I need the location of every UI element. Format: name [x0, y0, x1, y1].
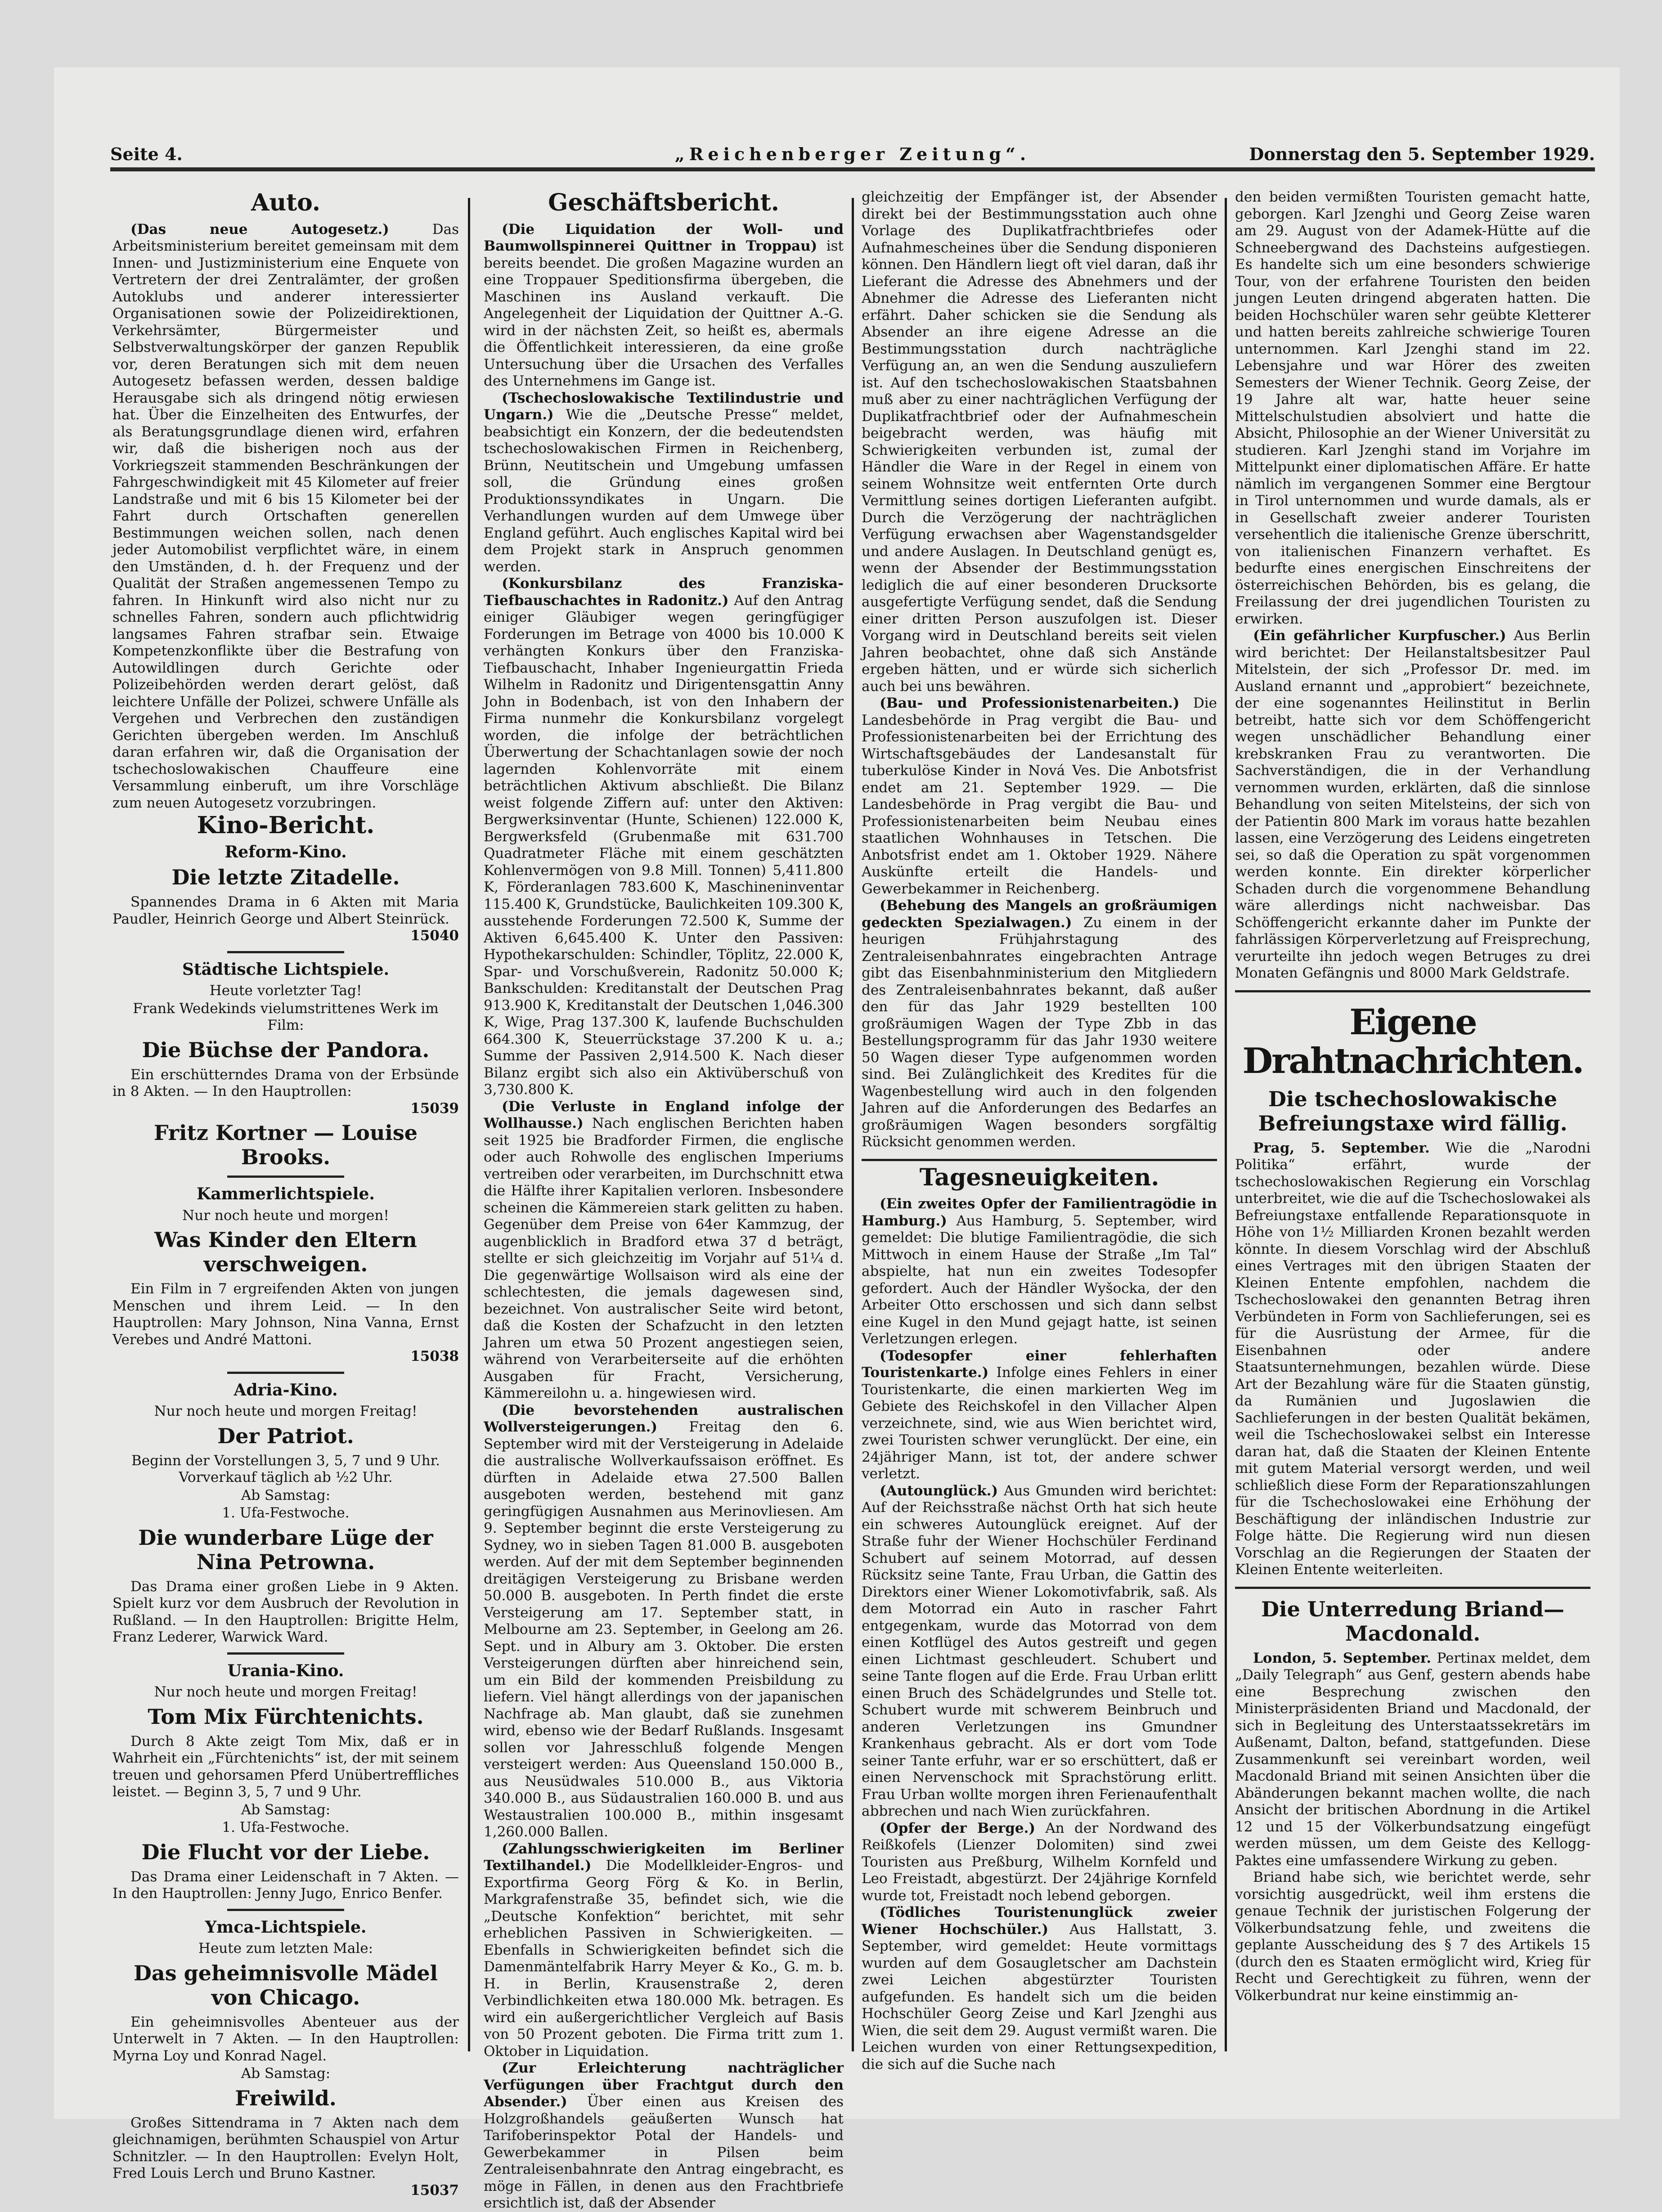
notice-line: Frank Wedekinds vielumstrittenes Werk im Film: — [133, 1000, 439, 1033]
article-paragraph — [484, 575, 844, 1099]
notice-line: Ab Samstag: — [241, 1801, 331, 1818]
article-paragraph — [112, 1281, 459, 1348]
headline: Tom Mix Fürchtenichts. — [148, 1704, 424, 1729]
article-text: Briand habe sich, wie berichtet werde, sehr vorsichtig ausgedrückt, weil ihm erstens die genaue Technik der juristischen Folgerung der Völkerbundsatzung fehle, und zweitens die geplante Ausscheidung des § 7 des Artikels 15 (durch den es Staaten ermöglicht wird, Krieg für Recht und Gerechtigkeit zu führen, wenn der Völkerbundrat nur keine einstimmig an- — [1235, 1869, 1590, 2004]
notice-line: Nur noch heute und morgen Freitag! — [154, 1403, 418, 1419]
column-divider — [852, 198, 854, 2051]
notice-line: Heute vorletzter Tag! — [209, 983, 362, 999]
article-lead: (Autounglück.) — [880, 1482, 998, 1499]
article-text: Das Arbeitsministerium bereitet gemeinsam mit dem Innen- und Justizministerium eine Enquete von Vertretern der drei Zentralämter, der großen Autoklubs und anderer interessierter Organisationen sowie der Polizeidirektionen, Verkehrsämter, Bürgermeister und Selbstverwaltungskörper der ganzen Republik vor, deren Beratungen sich mit dem neuen Autogesetz befassen werden, dessen baldige Herausgabe sich als dringend nötig erwiesen hat. Über die Einzelheiten des Entwurfes, der als Beratungsgrundlage dienen wird, erfahren wir, daß die bisherigen noch aus der Vorkriegszeit stammenden Beschränkungen der Fahrgeschwindigkeit mit 45 Kilometer auf freier Landstraße und mit 6 bis 15 Kilometer bei der Fahrt durch Ortschaften generellen Bestimmungen weichen sollen, nach denen jeder Automobilist verpflichtet wäre, in einem den Umständen, d. h. der Frequenz und der Qualität der Straßen angemessenen Tempo zu fahren. In Hinkunft wird also nicht nur zu schnelles Fahren, sondern auch pflichtwidrig langsames Fahren strafbar sein. Etwaige Kompetenzkonflikte über die Bestrafung von Autowildlingen durch Gerichte oder Polizeibehörden werden derart gelöst, daß leichtere Unfälle der Polizei, schwere Unfälle als Vergehen und Verbrechen den zuständigen Gerichten übergeben werden. Im Anschluß daran erfahren wir, daß die Organisation der tschechoslowakischen Chauffeure eine Versammlung einberuft, um ihre Vorschläge zum neuen Autogesetz vorzubringen. — [112, 221, 459, 811]
article-paragraph — [484, 221, 844, 390]
article-lead: (Ein zweites Opfer der Familientragödie in Hamburg.) — [862, 1196, 1217, 1229]
cinema-name: Urania-Kino. — [227, 1661, 344, 1680]
article-lead: (Konkursbilanz des Franziska-Tiefbauschachtes in Radonitz.) — [484, 575, 844, 609]
cinema-name: Ymca-Lichtspiele. — [205, 1917, 367, 1937]
separator-rule — [862, 1159, 1217, 1161]
article-paragraph — [484, 2060, 844, 2212]
ad-number: 15040 — [410, 928, 459, 944]
article-paragraph — [112, 2115, 459, 2182]
cinema-name: Reform-Kino. — [225, 842, 347, 861]
article-lead: (Zahlungsschwierigkeiten im Berliner Textilhandel.) — [484, 1840, 844, 1874]
notice-line: 1. Ufa-Festwoche. — [222, 1505, 350, 1521]
article-text: Ein geheimnisvolles Abenteuer aus der Unterwelt in 7 Akten. — In den Hauptrollen: Myrna Loy und Konrad Nagel. — [112, 2014, 459, 2064]
headline: Die wunderbare Lüge der Nina Petrowna. — [138, 1525, 433, 1574]
article-lead: Prag, 5. September. — [1253, 1140, 1430, 1156]
article-paragraph — [112, 1733, 459, 1801]
article-paragraph — [112, 894, 459, 928]
headline: Die Unterredung Briand—Macdonald. — [1261, 1597, 1564, 1646]
article-text: Freitag den 6. September wird mit der Versteigerung in Adelaide die australische Wollverkaufssaison eröffnet. Es dürften in Adelaide etwa 27.500 Ballen ausgeboten werden, bestehend mit ganz geringfügigen Ausnahmen aus Merinovliesen. Am 9. September beginnt die erste Versteigerung zu Sydney, wo in sieben Tagen 81.000 B. ausgeboten werden. Auf der mit dem September beginnenden dreitägigen Versteigerung zu Brisbane werden 50.000 B. ausgeboten. In Perth findet die erste Versteigerung am 17. September statt, in Melbourne am 23. September, in Geelong am 26. Sept. und in Albury am 3. Oktober. Die ersten Versteigerungen dürften aber hinreichend sein, um ein Bild der kommenden Preisbildung zu liefern. Viel hängt allerdings von der japanischen Nachfrage ab. Man glaubt, daß sie zunehmen wird, ebenso wie der Bedarf Rußlands. Insgesamt sollen vor Jahresschluß folgende Mengen versteigert werden: Aus Queensland 150.000 B., aus Neusüdwales 510.000 B., aus Viktoria 340.000 B., aus Südaustralien 160.000 B. und aus Westaustralien 100.000 B., mithin insgesamt 1,260.000 Ballen. — [484, 1419, 844, 1840]
article-lead: (Bau- und Professionistenarbeiten.) — [880, 695, 1180, 711]
section-heading: Auto. — [251, 189, 321, 216]
issue-date: Donnerstag den 5. September 1929. — [1249, 144, 1595, 164]
article-paragraph — [862, 695, 1217, 897]
headline: Die letzte Zitadelle. — [171, 865, 400, 889]
article-paragraph — [1235, 1140, 1590, 1579]
article-lead: (Opfer der Berge.) — [880, 1820, 1036, 1836]
article-lead: (Tschechoslowakische Textilindustrie und Ungarn.) — [484, 390, 844, 423]
ad-number: 15039 — [410, 1100, 459, 1117]
article-paragraph — [1235, 1869, 1590, 2004]
article-paragraph — [862, 189, 1217, 695]
article-paragraph — [112, 1067, 459, 1100]
cinema-name: Städtische Lichtspiele. — [182, 960, 390, 979]
notice-line: 1. Ufa-Festwoche. — [222, 1819, 350, 1835]
article-lead: (Das neue Autogesetz.) — [130, 221, 389, 238]
article-text: Die Modellkleider-Engros- und Exportfirma Georg Förg & Ko. in Berlin, Markgrafenstraße 35, befindet sich, wie die „Deutsche Konfektion“ berichtet, mit sehr erheblichen Passiven in Schwierigkeiten. — Ebenfalls in Schwierigkeiten befindet sich die Damenmäntelfabrik Harry Meyer & Ko., G. m. b. H. in Berlin, Krausenstraße 2, deren Verbindlichkeiten etwa 180.000 Mk. betragen. Es wird ein außergerichtlicher Vergleich auf Basis von 50 Prozent geboten. Die Firma tritt zum 1. Oktober in Liquidation. — [484, 1858, 844, 2059]
article-paragraph — [1235, 628, 1590, 982]
article-paragraph — [484, 390, 844, 576]
article-text: Das Drama einer Leidenschaft in 7 Akten. — In den Hauptrollen: Jenny Jugo, Enrico Benfer. — [112, 1868, 459, 1902]
article-text: Pertinax meldet, dem „Daily Telegraph“ aus Genf, gestern abends habe eine Besprechung zwischen den Ministerpräsidenten Briand und Macdonald, der sich in Begleitung des Unterstaatssekretärs im Außenamt, Dalton, befand, stattgefunden. Diese Zusammenkunft sei vereinbart worden, weil Macdonald Briand mit seinen Ansichten über die Abänderungen bekannt machen wollte, die nach Ansicht der britischen Abordnung in die Artikel 12 und 15 der Völkerbundsatzung eingefügt werden müssen, um dem Geiste des Kellogg-Paktes eine umfassendere Wirkung zu geben. — [1235, 1650, 1590, 1869]
article-paragraph — [862, 1483, 1217, 1820]
headline: Der Patriot. — [217, 1423, 354, 1448]
article-paragraph — [112, 1869, 459, 1902]
ad-number: 15038 — [410, 1348, 459, 1364]
notice-line: Ab Samstag: — [241, 1487, 331, 1503]
article-paragraph — [484, 1099, 844, 1402]
article-paragraph — [862, 1904, 1217, 2073]
article-text: den beiden vermißten Touristen gemacht hatte, geborgen. Karl Jzenghi und Georg Zeise waren am 29. August von der Adamek-Hütte auf die Schneebergwand des Dachsteins aufgestiegen. Es handelte sich um eine besonders schwierige Tour, von der erfahrene Touristen den beiden jungen Leuten dringend abgeraten hatten. Die beiden Hochschüler waren sehr geübte Kletterer und hatten bereits zahlreiche schwierige Touren unternommen. Karl Jzenghi stand im 22. Lebensjahre und war Hörer des zweiten Semesters der Wiener Technik. Georg Zeise, der 19 Jahre alt war, hatte heuer seine Mittelschulstudien absolviert und hatte die Absicht, Philosophie an der Wiener Universität zu studieren. Karl Jzenghi stand im Vorjahre im Mittelpunkt einer diplomatischen Affäre. Er hatte nämlich im vergangenen Sommer eine Bergtour in Tirol unternommen und wurde damals, als er in Gesellschaft zweier anderer Touristen versehentlich die italienische Grenze überschritt, von italienischen Finanzern verhaftet. Es bedurfte eines energischen Einschreitens der österreichischen Behörden, bis es gelang, die Freilassung der drei jugendlichen Touristen zu erwirken. — [1235, 189, 1590, 627]
article-lead: (Die Verluste in England infolge der Wollhausse.) — [484, 1098, 844, 1131]
section-heading: Kino-Bericht. — [197, 812, 375, 839]
headline: Das geheimnisvolle Mädel von Chicago. — [134, 1961, 438, 2010]
article-text: Großes Sittendrama in 7 Akten nach dem gleichnamigen, berühmten Schauspiel von Artur Schnitzler. — In den Hauptrollen: Evelyn Holt, Fred Louis Lerch und Bruno Kastner. — [112, 2114, 459, 2181]
article-text: Spannendes Drama in 6 Akten mit Maria Paudler, Heinrich George und Albert Steinrück. — [112, 894, 459, 927]
section-heading: Tagesneuigkeiten. — [919, 1163, 1159, 1191]
article-lead: (Behebung des Mangels an großräumigen gedeckten Spezialwagen.) — [862, 897, 1217, 931]
separator-rule — [1235, 1587, 1590, 1589]
article-paragraph — [484, 1402, 844, 1841]
section-banner: Eigene Drahtnachrichten. — [1242, 1001, 1583, 1081]
cinema-name: Adria-Kino. — [234, 1380, 338, 1400]
article-text: Ein Film in 7 ergreifenden Akten von jungen Menschen und ihrem Leid. — In den Hauptrollen: Mary Johnson, Nina Vanna, Ernst Verebes und André Mattoni. — [112, 1281, 459, 1348]
article-text: Zu einem in der heurigen Frühjahrstagung des Zentraleisenbahnrates eingebrachten Antrage gibt das Eisenbahnministerium den Mitgliedern des Zentraleisenbahnrates bekannt, daß außer den für das Jahr 1929 bestellten 100 großräumigen Wagen der Type Zbb in das Bestellungsprogramm für das Jahr 1930 weitere 50 Wagen dieser Type aufgenommen worden sind. Bei Zulänglichkeit des Kredites für die Wagenbestellung wird auch in den folgenden Jahren auf die Anforderungen des Bedarfes an großräumigen Wagen besonders sorgfältig Rücksicht genommen werden. — [862, 914, 1217, 1150]
article-lead: (Die bevorstehenden australischen Wollversteigerungen.) — [484, 1402, 844, 1435]
headline: Die Büchse der Pandora. — [142, 1037, 430, 1062]
notice-line: Nur noch heute und morgen Freitag! — [154, 1684, 418, 1700]
column-2 — [484, 189, 844, 2211]
article-text: Ein erschütterndes Drama von der Erbsünde in 8 Akten. — In den Hauptrollen: — [112, 1066, 459, 1099]
article-text: Aus Berlin wird berichtet: Der Heilanstaltsbesitzer Paul Mitelstein, der sich „Professor Dr. med. im Ausland ernannt und „approbiert“ bezeichnete, der eine sogenanntes Heilinstitut in Berlin betreibt, hatte sich vor dem Schöffengericht wegen unschädlicher Behandlung einer krebskranken Frau zu verantworten. Die Sachverständigen, die in der Verhandlung vernommen wurden, erklärten, daß die sinnlose Behandlung von seiten Mitelsteins, der sich von der Patientin 800 Mark im voraus hatte bezahlen lassen, eine Verzögerung des Leidens eingetreten sei, so daß die Operation zu spät vorgenommen werden konnte. Ein direkter körperlicher Schaden durch die vorgenommene Behandlung wäre allerdings nicht nachweisbar. Das Schöffengericht erkannte daher im Punkte der fahrlässigen Körperverletzung auf Freisprechung, verurteilte ihn jedoch wegen Betruges zu drei Monaten Gefängnis und 8000 Mark Geldstrafe. — [1235, 628, 1590, 981]
section-heading: Geschäftsbericht. — [548, 189, 779, 216]
article-paragraph — [1235, 1650, 1590, 1870]
article-lead: (Die Liquidation der Woll- und Baumwollspinnerei Quittner in Troppau) — [484, 221, 844, 254]
article-paragraph — [862, 1348, 1217, 1483]
article-text: Wie die „Deutsche Presse“ meldet, beabsichtigt ein Konzern, der die bedeutendsten tschechoslowakischen Firmen in Reichenberg, Brünn, Neutitschein und Umgebung umfassen soll, die Gründung eines großen Produktionssyndikates in Ungarn. Die Verhandlungen wurden auf dem Umwege über England geführt. Auch englisches Kapital wird bei dem Projekt stark in Anspruch genommen werden. — [484, 407, 844, 575]
article-text: Durch 8 Akte zeigt Tom Mix, daß er in Wahrheit ein „Fürchtenichts“ ist, der mit seinem treuen und gehorsamen Pferd Unübertreffliches leistet. — Beginn 3, 5, 7 und 9 Uhr. — [112, 1733, 459, 1800]
notice-line: Nur noch heute und morgen! — [182, 1207, 389, 1224]
headline: Die tschechoslowakische Befreiungstaxe wird fällig. — [1258, 1086, 1568, 1135]
article-text: Aus Hallstatt, 3. September, wird gemeldet: Heute vormittags wurden auf dem Gosaugletscher am Dachstein zwei Leichen abgestürzter Touristen aufgefunden. Es handelt sich um die beiden Hochschüler Georg Zeise und Karl Jzenghi aus Wien, die seit dem 29. August vermißt waren. Die Leichen wurden von einer Rettungsexpedition, die sich auf die Suche nach — [862, 1921, 1217, 2073]
separator-rule — [227, 951, 344, 953]
article-lead: (Ein gefährlicher Kurpfuscher.) — [1253, 628, 1506, 644]
column-divider — [468, 198, 470, 2051]
article-text: Wie die „Narodni Politika“ erfährt, wurde der tschechoslowakischen Regierung ein Vorschlag unterbreitet, wie die auf die Tschechoslowakei als Befreiungstaxe entfallende Reparationsquote in Höhe von 1½ Milliarden Kronen bezahlt werden könnte. In diesem Vorschlag wird der Abschluß eines Vertrages mit den übrigen Staaten der Kleinen Entente empfohlen, nachdem die Tschechoslowakei den genannten Betrag ihren Verbündeten in Form von Sachlieferungen, sei es für die Ausrüstung der Armee, für die Eisenbahnen oder andere Staatsunternehmungen, bezahlen würde. Diese Art der Bezahlung wäre für die Staaten günstig, da Rumänien und Jugoslawien die Sachlieferungen in der besten Qualität bekämen, weil die Tschechoslowakei selbst ein Interesse daran hat, daß die Staaten der Kleinen Entente mit gutem Material versorgt werden, und weil schließlich diese Form der Reparationszahlungen für die Tschechoslowakei eine Erhöhung der Beschäftigung der inländischen Industrie zur Folge hätte. Die Regierung wird nun diesen Vorschlag an die Regierungen der Staaten der Kleinen Entente weiterleiten. — [1235, 1140, 1590, 1578]
article-paragraph — [112, 1579, 459, 1646]
article-paragraph — [112, 2014, 459, 2065]
article-text: Das Drama einer großen Liebe in 9 Akten. Spielt kurz vor dem Ausbruch der Revolution in Rußland. — In den Hauptrollen: Brigitte Helm, Franz Lederer, Warwick Ward. — [112, 1578, 459, 1645]
article-text: gleichzeitig der Empfänger ist, der Absender direkt bei der Bestimmungsstation auch ohne Vorlage des Duplikatfrachtbriefes oder Aufnahmescheines über die Sendung disponieren können. Den Händlern liegt oft viel daran, daß ihr Lieferant die Adresse des Abnehmers und der Abnehmer die Adresse des Lieferanten nicht erfährt. Daher schicken sie die Sendung als Absender an ihre eigene Adresse an die Bestimmungsstation durch nachträgliche Verfügung an, an wen die Sendung auszuliefern ist. Auf den tschechoslowakischen Staatsbahnen muß aber zu einer nachträglichen Verfügung der Duplikatfrachtbrief oder der Aufnahmeschein beigebracht werden, was häufig mit Schwierigkeiten verbunden ist, zumal der Händler die Ware in der Regel in einem von seinem Wohnsitze weit entfernten Orte durch Vermittlung seines dortigen Lieferanten aufgibt. Durch die Verzögerung der nachträglichen Verfügung erwachsen aber Wagenstandsgelder und andere Auslagen. In Deutschland genügt es, wenn der Absender der Bestimmungsstation lediglich die auf einer besonderen Drucksorte ausgefertigte Verfügung sendet, daß die Sendung einer dritten Person auszufolgen ist. Dieser Vorgang wird in Deutschland bereits seit vielen Jahren beobachtet, ohne daß sich Anstände ergeben hätten, und er würde sich sicherlich auch bei uns bewähren. — [862, 189, 1217, 695]
article-lead: (Todesopfer einer fehlerhaften Touristenkarte.) — [862, 1347, 1217, 1381]
masthead — [110, 139, 1595, 166]
separator-rule — [227, 1176, 344, 1178]
ad-number: 15037 — [410, 2182, 459, 2199]
separator-rule — [227, 1372, 344, 1374]
cinema-name: Kammerlichtspiele. — [197, 1185, 375, 1203]
article-text: Über einen aus Kreisen des Holzgroßhandels geäußerten Wunsch hat Tarifoberinspektor Potal der Handels- und Gewerbekammer in Pilsen beim Zentraleisenbahnrate den Antrag eingebracht, es möge in Fällen, in denen aus den Frachtbriefe ersichtlich ist, daß der Absender — [484, 2094, 844, 2211]
column-3 — [862, 189, 1217, 2073]
column-1 — [112, 189, 459, 2199]
column-divider — [1225, 198, 1227, 2051]
headline: Freiwild. — [235, 2086, 337, 2110]
separator-rule — [1235, 990, 1590, 992]
article-text: An der Nordwand des Reißkofels (Lienzer Dolomiten) sind zwei Touristen aus Preßburg, Wilhelm Kornfeld und Leo Freistadt, abgestürzt. Der 24jährige Kornfeld wurde tot, Freistadt noch lebend geborgen. — [862, 1820, 1217, 1904]
headline: Fritz Kortner — Louise Brooks. — [153, 1121, 418, 1169]
notice-line: Ab Samstag: — [241, 2065, 331, 2082]
newspaper-title: „Reichenberger Zeitung“. — [674, 144, 1031, 164]
article-text: Auf den Antrag einiger Gläubiger wegen geringfügiger Forderungen im Betrage von 4000 bis 10.000 K verhängten Konkurs über den Franziska-Tiefbauschacht, Inhaber Ingenieurgattin Frieda Wilhelm in Radonitz und Dirigentensgattin Anny John in Bodenbach, ist von den Inhabern der Firma nunmehr die Konkursbilanz vorgelegt worden, die infolge der beträchtlichen Überwertung der Schachtanlagen sowie der noch lagernden Kohlenvorräte mit einem beträchtlichen Aktivum abschließt. Die Bilanz weist folgende Ziffern auf: unter den Aktiven: Bergwerksinventar (Hunte, Schienen) 122.000 K, Bergwerksfeld (Grubenmaße mit 631.700 Quadratmeter Fläche mit einem geschätzten Kohlenvermögen von 9.8 Mill. Tonnen) 5,411.800 K, Förderanlagen 783.600 K, Maschineninventar 115.400 K, Grundstücke, Baulichkeiten 109.300 K, ausstehende Forderungen 72.500 K, Summe der Aktiven 6,645.400 K. Unter den Passiven: Hypothekarschulden: Schindler, Töplitz, 22.000 K, Spar- und Vorschußverein, Radonitz 50.000 K; Bankschulden: Kreditanstalt der Deutschen Prag 913.900 K, Kreditanstalt der Deutschen 1,046.300 K, Wige, Prag 137.300 K, laufende Buchschulden 664.300 K, Steuerrückstage 37.200 K u. a.; Summe der Passiven 2,914.500 K. Nach dieser Bilanz ergibt sich also ein Aktivüberschuß von 3,730.800 K. — [484, 592, 844, 1098]
article-lead: (Zur Erleichterung nachträglicher Verfügungen über Frachtgut durch den Absender.) — [484, 2060, 844, 2110]
separator-rule — [227, 1652, 344, 1655]
headline: Was Kinder den Eltern verschweigen. — [154, 1228, 417, 1276]
article-paragraph — [112, 221, 459, 812]
article-lead: (Tödliches Touristenunglück zweier Wiener Hochschüler.) — [862, 1904, 1217, 1938]
article-text: Infolge eines Fehlers in einer Touristenkarte, die einen markierten Weg im Gebiete des Reichskofel in den Villacher Alpen verzeichnete, sind, wie aus Wien berichtet wird, zwei Touristen schwer verunglückt. Der eine, ein 24jähriger Mann, ist tot, der andere schwer verletzt. — [862, 1364, 1217, 1482]
article-text: Die Landesbehörde in Prag vergibt die Bau- und Professionistenarbeiten bei der Errichtung des Wirtschaftsgebäudes der Landesanstalt für tuberkulöse Kinder in Nová Ves. Die Anbotsfrist endet am 21. September 1929. — Die Landesbehörde in Prag vergibt die Bau- und Professionistenarbeiten beim Neubau eines staatlichen Wohnhauses in Tetschen. Die Anbotsfrist endet am 1. Oktober 1929. Nähere Auskünfte erteilt die Handels- und Gewerbekammer in Reichenberg. — [862, 695, 1217, 897]
notice-line: Beginn der Vorstellungen 3, 5, 7 und 9 Uhr. Vorverkauf täglich ab ½2 Uhr. — [131, 1452, 440, 1485]
masthead-rule — [110, 167, 1595, 171]
separator-rule — [227, 1909, 344, 1911]
article-text: ist bereits beendet. Die großen Magazine wurden an eine Troppauer Speditionsfirma übergeben, die Maschinen ins Ausland verkauft. Die Angelegenheit der Liquidation der Quittner A.-G. wird in der nächsten Zeit, so heißt es, abermals die Öffentlichkeit interessieren, da eine große Untersuchung über die Ursachen des Verfalles des Unternehmens im Gange ist. — [484, 238, 844, 389]
article-lead: London, 5. September. — [1253, 1650, 1432, 1666]
article-paragraph — [1235, 189, 1590, 628]
article-paragraph — [862, 1196, 1217, 1348]
headline: Die Flucht vor der Liebe. — [141, 1840, 430, 1864]
article-text: Aus Gmunden wird berichtet: Auf der Reichsstraße nächst Orth hat sich heute ein schweres Autounglück ereignet. Auf der Straße fuhr der Wiener Hochschüler Ferdinand Schubert auf seinem Motorrad, auf dessen Rücksitz seine Tante, Frau Urban, die Gattin des Direktors einer Wiener Lokomotivfabrik, saß. Als dem Motorrad ein Auto in rascher Fahrt entgegenkam, wurde das Motorrad von dem einen Kotflügel des Autos gestreift und gegen einen Lichtmast geschleudert. Schubert und seine Tante flogen auf die Erde. Frau Urban erlitt einen Bruch des Schädelgrundes und Stelle tot. Schubert wurde mit schwerem Beinbruch und anderen Verletzungen ins Gmundner Krankenhaus gebracht. Als er dort vom Tode seiner Tante erfuhr, war er so erschüttert, daß er einen Nervenschock mit Sprachstörung erlitt. Frau Urban wollte morgen ihren Ferienaufenthalt abbrechen und nach Wien zurückfahren. — [862, 1482, 1217, 1819]
article-paragraph — [862, 1820, 1217, 1905]
article-text: Nach englischen Berichten haben seit 1925 bie Bradforder Firmen, die englische oder auch Rohwolle des englischen Imperiums vertreiben oder verarbeiten, im Durchschnitt etwa die Hälfte ihrer Kapitalien verloren. Insbesondere scheinen die Kämmereien stark gelitten zu haben. Gegenüber dem Preise von 64er Kammzug, der augenblicklich in Bradford etwa 37 d beträgt, stellte er sich gleichzeitig im Vorjahr auf 51¼ d. Die gegenwärtige Wollsaison wird als eine der schlechtesten, die jemals dagewesen sind, bezeichnet. Von australischer Seite wird betont, daß die Kosten der Schafzucht in den letzten Jahren um etwa 50 Prozent angestiegen seien, während von Verarbeiterseite auf die erhöhten Ausgaben für Fracht, Versicherung, Kämmereilohn u. a. hingewiesen wird. — [484, 1115, 844, 1401]
article-text: Aus Hamburg, 5. September, wird gemeldet: Die blutige Familientragödie, die sich Mittwoch in einem Hause der Straße „Im Tal“ abspielte, hat nun ein zweites Todesopfer gefordert. Auch der Händler Wyšocka, der den Arbeiter Otto erschossen und sich dann selbst eine Kugel in den Mund gejagt hatte, ist seinen Verletzungen erlegen. — [862, 1212, 1217, 1347]
column-4 — [1235, 189, 1590, 2056]
notice-line: Heute zum letzten Male: — [198, 1940, 373, 1956]
page-number: Seite 4. — [110, 144, 183, 164]
article-paragraph — [484, 1841, 844, 2060]
article-paragraph — [862, 897, 1217, 1151]
